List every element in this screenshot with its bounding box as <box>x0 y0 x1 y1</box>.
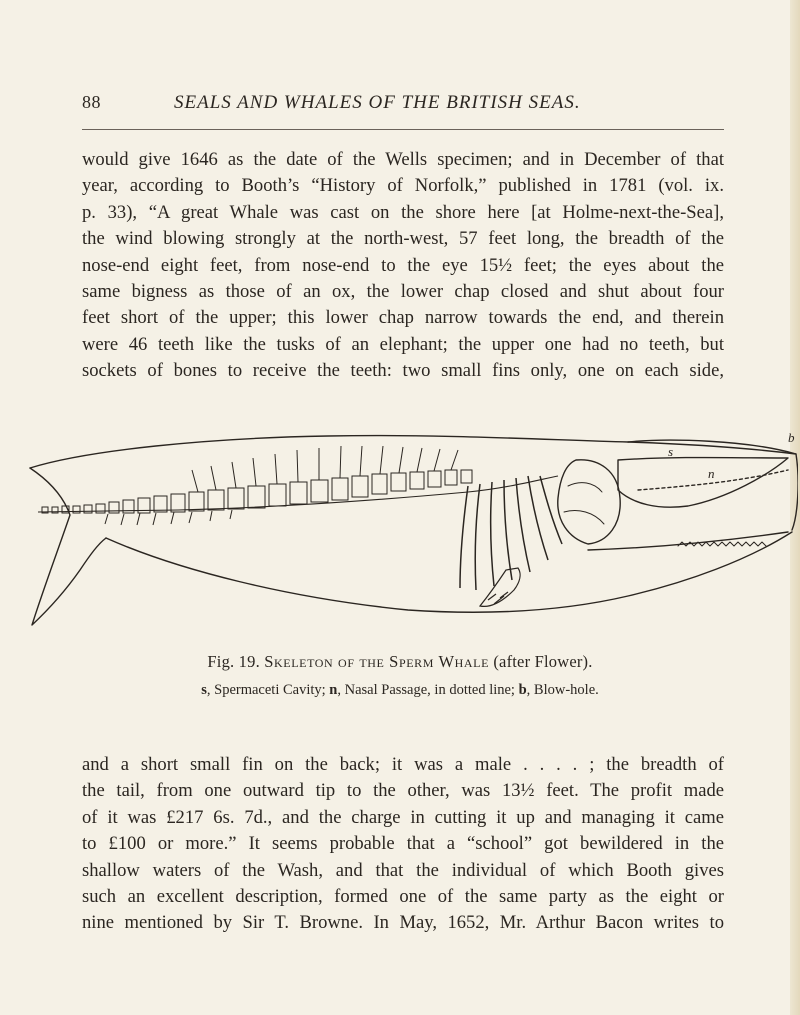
paragraph-2 <box>82 752 724 937</box>
skull <box>558 460 620 544</box>
legend-key: b <box>518 682 527 698</box>
head-outline <box>628 440 798 530</box>
text-line: same bigness as those of an ox, the lower chap closed and shut about four <box>82 281 724 303</box>
ribs <box>460 476 562 590</box>
text-line: sockets of bones to receive the teeth: two small fins only, one on each side, <box>82 360 724 382</box>
text-line: shallow waters of the Wash, and that the individual of which Booth gives <box>82 859 724 881</box>
text-line: and a short small fin on the back; it was a male . . . . ; the breadth of <box>82 754 724 775</box>
text-line: year, according to Booth’s “History of Norfolk,” published in 1781 (vol. ix. <box>82 175 724 197</box>
text-line: such an excellent description, formed one of the same party as the eight or <box>82 886 724 908</box>
label-b: b <box>788 430 795 445</box>
text-line: the wind blowing strongly at the north-west, 57 feet long, the breadth of the <box>82 228 724 250</box>
text-line: to £100 or more.” It seems probable that a “school” got bewildered in the <box>82 833 724 855</box>
figure-title: Skeleton of the Sperm Whale <box>264 652 490 671</box>
header-rule <box>82 129 724 130</box>
lower-jaw <box>588 532 788 550</box>
legend-key: s <box>201 682 207 698</box>
text-line: would give 1646 as the date of the Wells specimen; and in December of that <box>82 149 724 170</box>
legend-text: Nasal Passage, in dotted line; <box>344 682 515 698</box>
figure-number: Fig. 19. <box>207 652 260 671</box>
page-number: 88 <box>82 92 101 112</box>
flipper <box>480 568 520 606</box>
spermaceti-cavity <box>618 458 788 508</box>
page-header <box>82 92 722 116</box>
text-line: of it was £217 6s. 7d., and the charge in cutting it up and managing it came <box>82 806 724 828</box>
text-line: nine mentioned by Sir T. Browne. In May, 1652, Mr. Arthur Bacon writes to <box>82 912 724 934</box>
legend-key: n <box>329 682 338 698</box>
figure-credit: (after Flower). <box>493 652 593 671</box>
text-line: the tail, from one outward tip to the other, was 13½ feet. The profit made <box>82 780 724 802</box>
label-n: n <box>708 466 715 481</box>
figure-caption <box>0 652 800 672</box>
label-s: s <box>668 444 674 459</box>
legend-text: Blow-hole. <box>533 682 599 698</box>
tail-fluke <box>30 468 106 625</box>
whale-skeleton-figure <box>28 420 798 640</box>
legend-text: Spermaceti Cavity; <box>214 682 326 698</box>
text-line: p. 33), “A great Whale was cast on the shore here [at Holme-next-the-Sea], <box>82 201 724 223</box>
running-title: SEALS AND WHALES OF THE BRITISH SEAS. <box>174 92 581 113</box>
paragraph-1 <box>82 147 724 385</box>
text-line: feet short of the upper; this lower chap narrow towards the end, and therein <box>82 307 724 329</box>
text-line: nose-end eight feet, from nose-end to the eye 15½ feet; the eyes about the <box>82 254 724 276</box>
figure-legend: s, Spermaceti Cavity; n, Nasal Passage, in dotted line; b, Blow-hole. <box>201 682 599 698</box>
text-line: were 46 teeth like the tusks of an elephant; the upper one had no teeth, but <box>82 333 724 355</box>
